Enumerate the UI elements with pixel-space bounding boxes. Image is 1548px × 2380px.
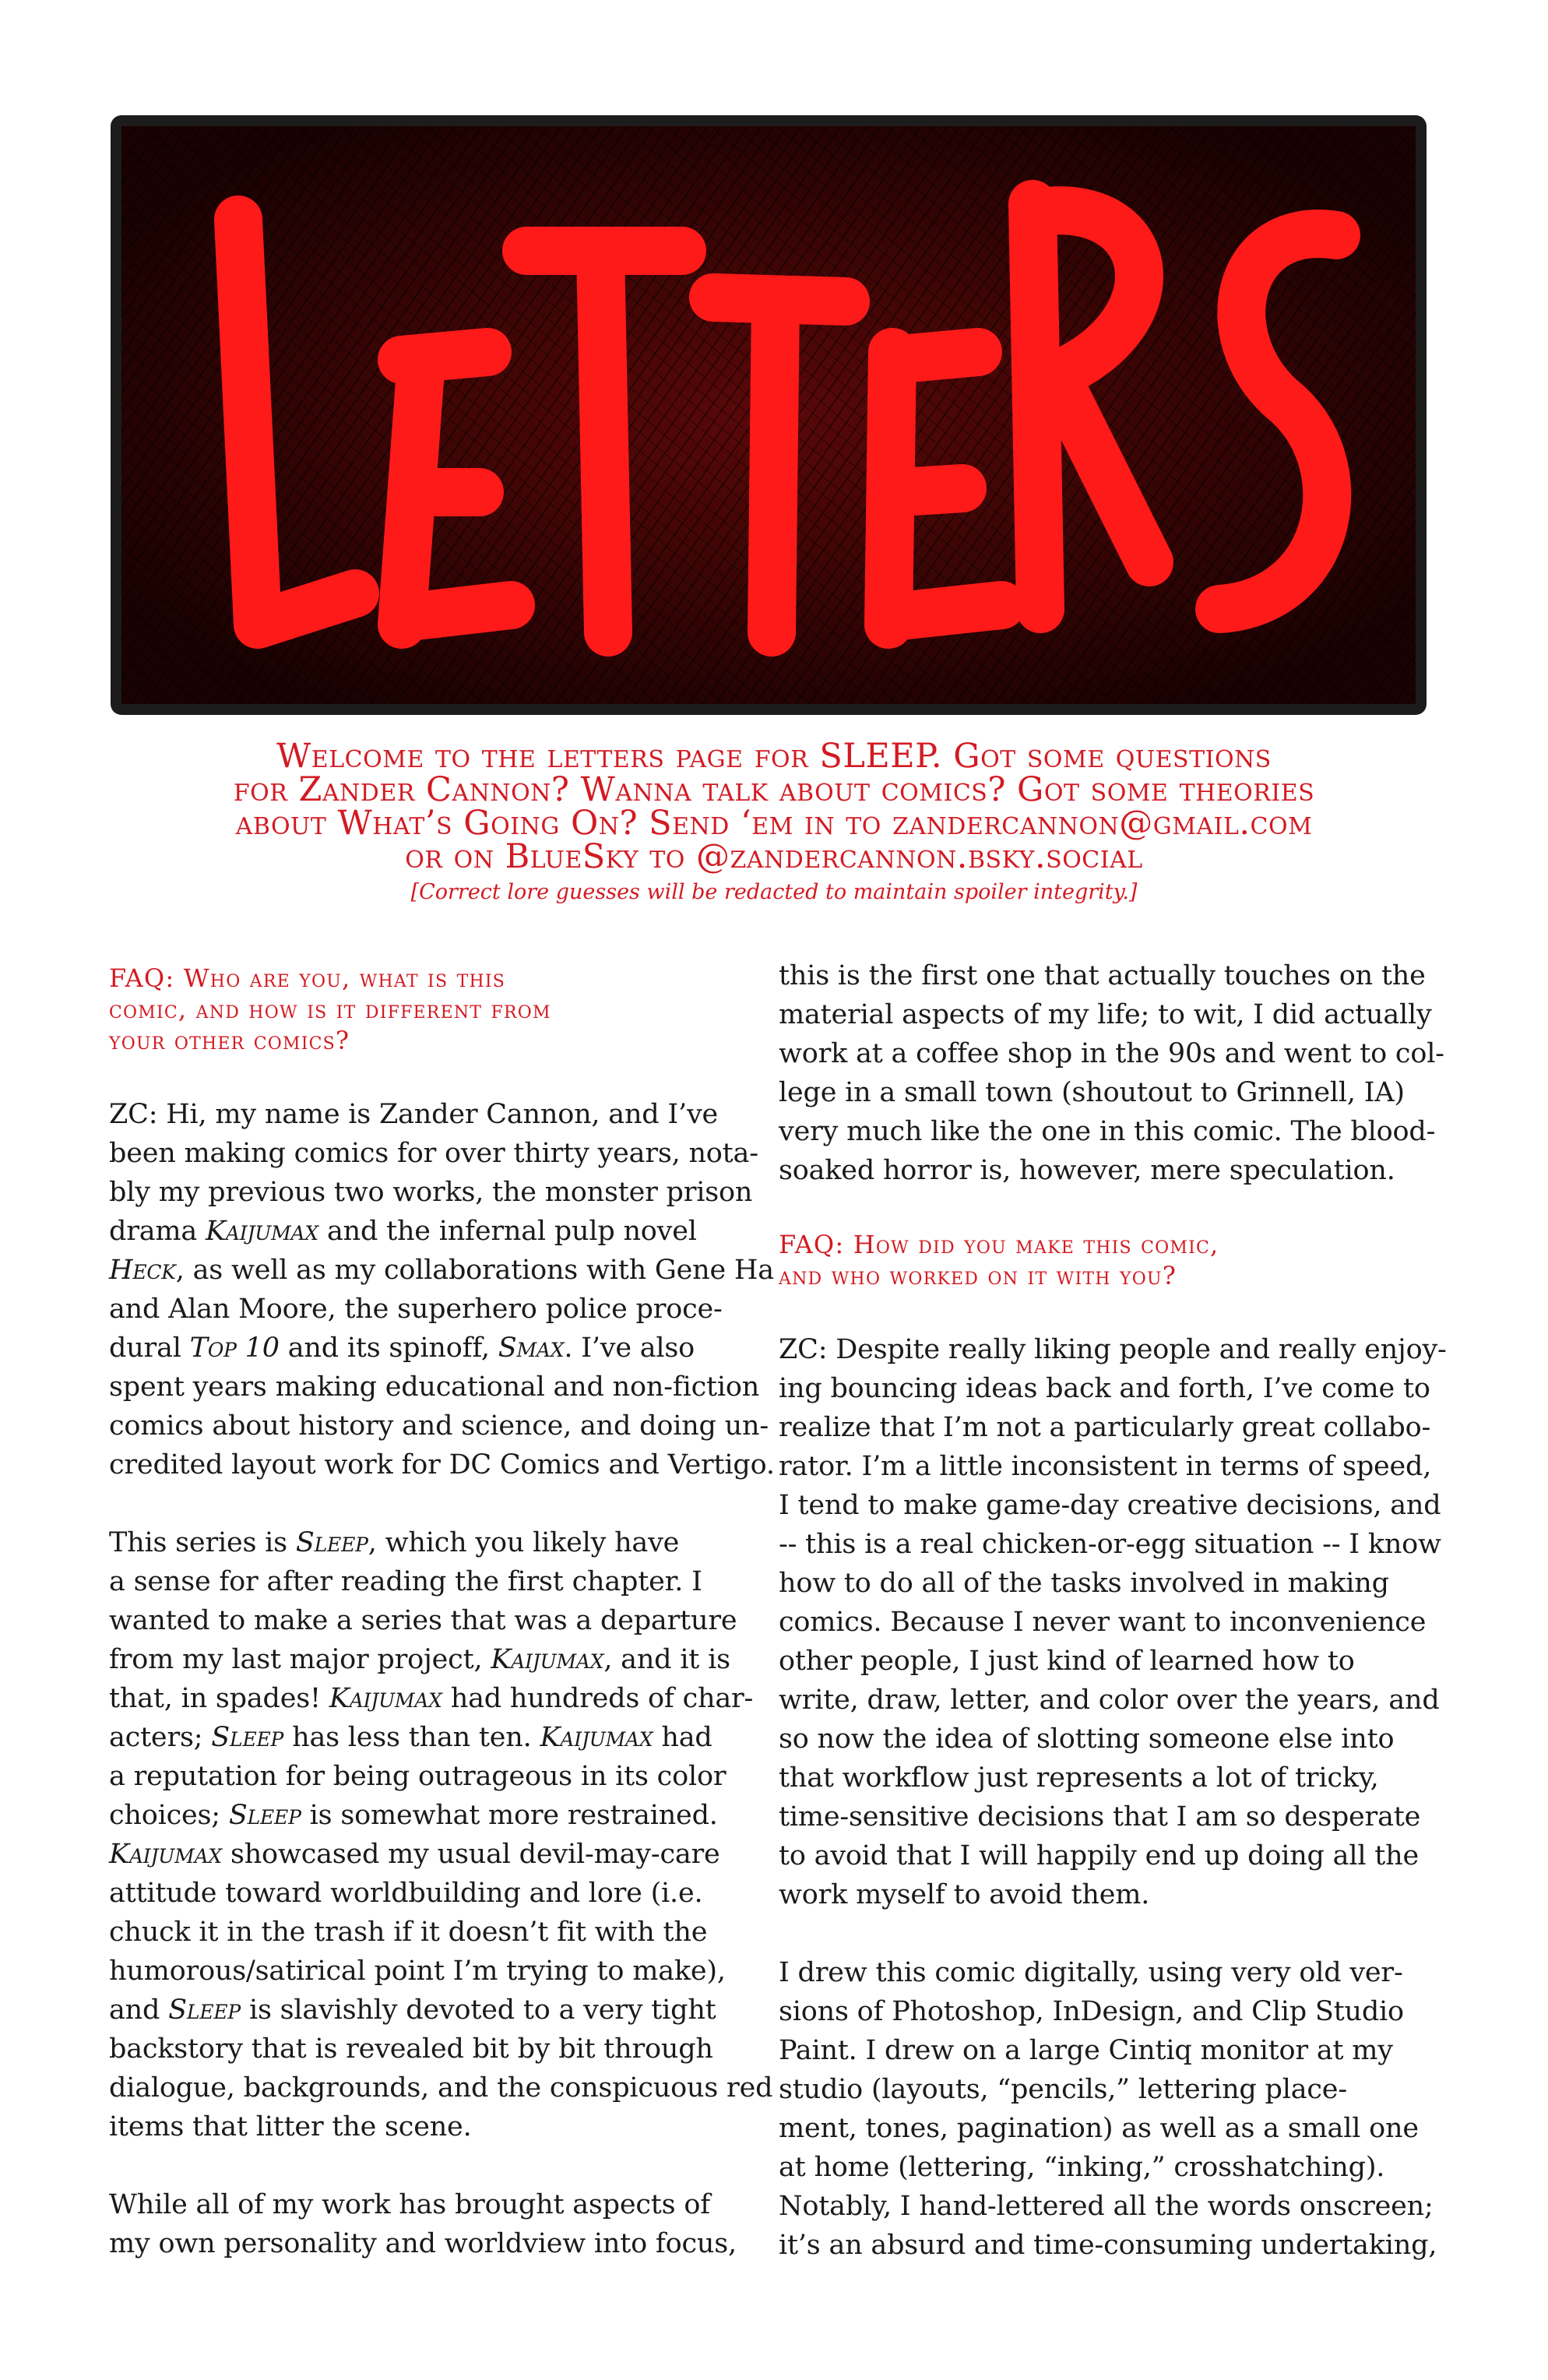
text-run: This series is [109,1527,296,1558]
intro-note: [Correct lore guesses will be redacted to maintain spoiler integrity.] [410,880,1138,904]
text-line: this is the first one that actually touches on the [779,960,1426,991]
title-smax: Smax [498,1333,565,1364]
title-sleep: Sleep [168,1994,241,2026]
answer-paragraph [779,1330,1448,1914]
text-run: that, in spades! [109,1683,329,1714]
faq-question [779,1229,1448,1291]
spacer [109,2146,779,2185]
text-run: acters; [109,1722,212,1753]
text-line: backstory that is revealed bit by bit through [109,2033,713,2065]
text-line: that workflow just represents a lot of tricky, [779,1762,1379,1794]
intro-block [125,737,1423,908]
text-line: ZC: Hi, my name is Zander Cannon, and I’ve [109,1099,719,1130]
title-heck: Heck [109,1255,176,1286]
title-top10: Top 10 [189,1333,280,1364]
text-run: and its spinoff, [279,1333,498,1364]
text-line: wanted to make a series that was a departure [109,1605,737,1636]
faq-question-line: and who worked on it with you? [779,1261,1177,1290]
text-line: time-sensitive decisions that I am so desperate [779,1801,1421,1833]
text-line: other people, I just kind of learned how to [779,1646,1355,1677]
answer-paragraph [109,1095,779,1484]
answer-paragraph [779,1953,1448,2265]
answer-paragraph [779,956,1448,1190]
text-line: attitude toward worldbuilding and lore (i.e. [109,1878,703,1909]
intro-line: Welcome to the letters page for SLEEP. Got some questions [276,737,1272,776]
text-line: very much like the one in this comic. The blood- [779,1116,1436,1147]
spacer [779,1291,1448,1330]
title-kaijumax: Kaijumax [205,1216,319,1247]
faq-question-line: your other comics? [109,1026,350,1055]
text-line: spent years making educational and non-fiction [109,1371,760,1403]
text-run: dural [109,1333,190,1364]
text-line: credited layout work for DC Comics and Vertigo. [109,1449,775,1480]
text-line [109,1251,779,1290]
text-run: , and it is [603,1644,730,1675]
text-run: is somewhat more restrained. [301,1800,718,1831]
text-line: chuck it in the trash if it doesn’t fit with the [109,1917,708,1948]
text-line: so now the idea of slotting someone else into [779,1723,1395,1755]
title-sleep: Sleep [228,1800,301,1831]
text-line: comics. Because I never want to inconvenience [779,1607,1427,1638]
spacer [779,1914,1448,1953]
text-run: had [653,1722,712,1753]
text-line: ment, tones, pagination) as well as a small one [779,2113,1419,2144]
text-line: While all of my work has brought aspects of [109,2189,710,2220]
answer-paragraph [109,1523,779,2146]
text-line [109,1523,779,1562]
text-line: and Alan Moore, the superhero police proce- [109,1294,723,1325]
text-line: -- this is a real chicken-or-egg situation -- I know [779,1529,1441,1560]
text-line: humorous/satirical point I’m trying to make), [109,1956,726,1987]
text-line: material aspects of my life; to wit, I did actually [779,999,1432,1030]
text-line: sions of Photoshop, InDesign, and Clip Studio [779,1996,1404,2027]
text-run: had hundreds of char- [442,1683,754,1714]
text-line [109,1212,779,1251]
faq-question-line: FAQ: Who are you, what is this [109,963,506,993]
title-sleep: Sleep [295,1527,368,1558]
text-line: a sense for after reading the first chapter. I [109,1566,702,1597]
text-line: Paint. I drew on a large Cintiq monitor at my [779,2035,1393,2066]
text-line: items that litter the scene. [109,2111,472,2142]
text-line: work at a coffee shop in the 90s and went to col- [779,1038,1444,1069]
text-line: bly my previous two works, the monster prison [109,1177,753,1208]
text-line: work myself to avoid them. [779,1879,1150,1910]
faq-question-line: comic, and how is it different from [109,995,551,1024]
text-line: my own personality and worldview into focus, [109,2228,737,2259]
text-line: lege in a small town (shoutout to Grinnell, IA) [779,1077,1405,1108]
text-line: at home (lettering, “inking,” crosshatching). [779,2152,1385,2183]
intro-line: or on BlueSky to @zandercannon.bsky.social [405,837,1143,876]
text-line: I drew this comic digitally, using very old ver- [779,1957,1403,1988]
spacer [779,1190,1448,1229]
text-line: comics about history and science, and doing un- [109,1410,769,1442]
faq-question-line: FAQ: How did you make this comic, [779,1230,1219,1259]
text-line [109,1679,779,1718]
text-line: ing bouncing ideas back and forth, I’ve come to [779,1373,1430,1404]
text-line: soaked horror is, however, mere speculation. [779,1155,1395,1186]
text-line [109,1991,779,2030]
text-line [109,1329,779,1368]
text-line: Notably, I hand-lettered all the words onscreen; [779,2191,1434,2222]
intro-line: about What’s Going On? Send ‘em in to zandercannon@gmail.com [235,804,1313,843]
text-line [109,1640,779,1679]
spacer [109,1056,779,1095]
text-run: , as well as my collaborations with Gene Ha [175,1255,774,1286]
right-column [779,956,1448,2265]
text-line: I tend to make game-day creative decisions, and [779,1490,1441,1521]
text-run: has less than ten. [283,1722,540,1753]
text-line [109,1835,779,1874]
title-kaijumax: Kaijumax [491,1644,604,1675]
letters-banner [111,115,1427,715]
answer-paragraph [109,2185,779,2263]
text-line [109,1796,779,1835]
text-line: how to do all of the tasks involved in making [779,1568,1389,1599]
text-line: realize that I’m not a particularly great collabo- [779,1412,1431,1443]
text-run: , which you likely have [368,1527,680,1558]
text-line: to avoid that I will happily end up doing all the [779,1840,1419,1871]
text-line: dialogue, backgrounds, and the conspicuous red [109,2072,773,2104]
text-line: been making comics for over thirty years, nota- [109,1138,758,1169]
text-run: from my last major project, [109,1644,491,1675]
faq-question [109,963,779,1056]
text-run: and the infernal pulp novel [318,1216,697,1247]
text-line: ZC: Despite really liking people and really enjoy- [779,1334,1447,1365]
title-kaijumax: Kaijumax [329,1683,442,1714]
left-column [109,963,779,2263]
letters-title-art [121,126,1416,704]
intro-line: for Zander Cannon? Wanna talk about comics? Got some theories [233,770,1315,809]
text-run: and [109,1994,169,2026]
text-line: studio (layouts, “pencils,” lettering place- [779,2074,1347,2105]
text-run: showcased my usual devil-may-care [222,1839,720,1870]
text-run: drama [109,1216,206,1247]
text-line [109,1718,779,1757]
title-kaijumax: Kaijumax [109,1839,223,1870]
text-line: a reputation for being outrageous in its color [109,1761,727,1792]
title-kaijumax: Kaijumax [540,1722,653,1753]
text-run: choices; [109,1800,229,1831]
spacer [109,1484,779,1523]
text-line: rator. I’m a little inconsistent in terms of speed, [779,1451,1432,1482]
text-line: it’s an absurd and time-consuming undertaking, [779,2230,1437,2261]
text-line: write, draw, letter, and color over the years, and [779,1685,1440,1716]
title-sleep: Sleep [211,1722,284,1753]
text-run: is slavishly devoted to a very tight [241,1994,716,2026]
text-run: . I’ve also [564,1333,695,1364]
